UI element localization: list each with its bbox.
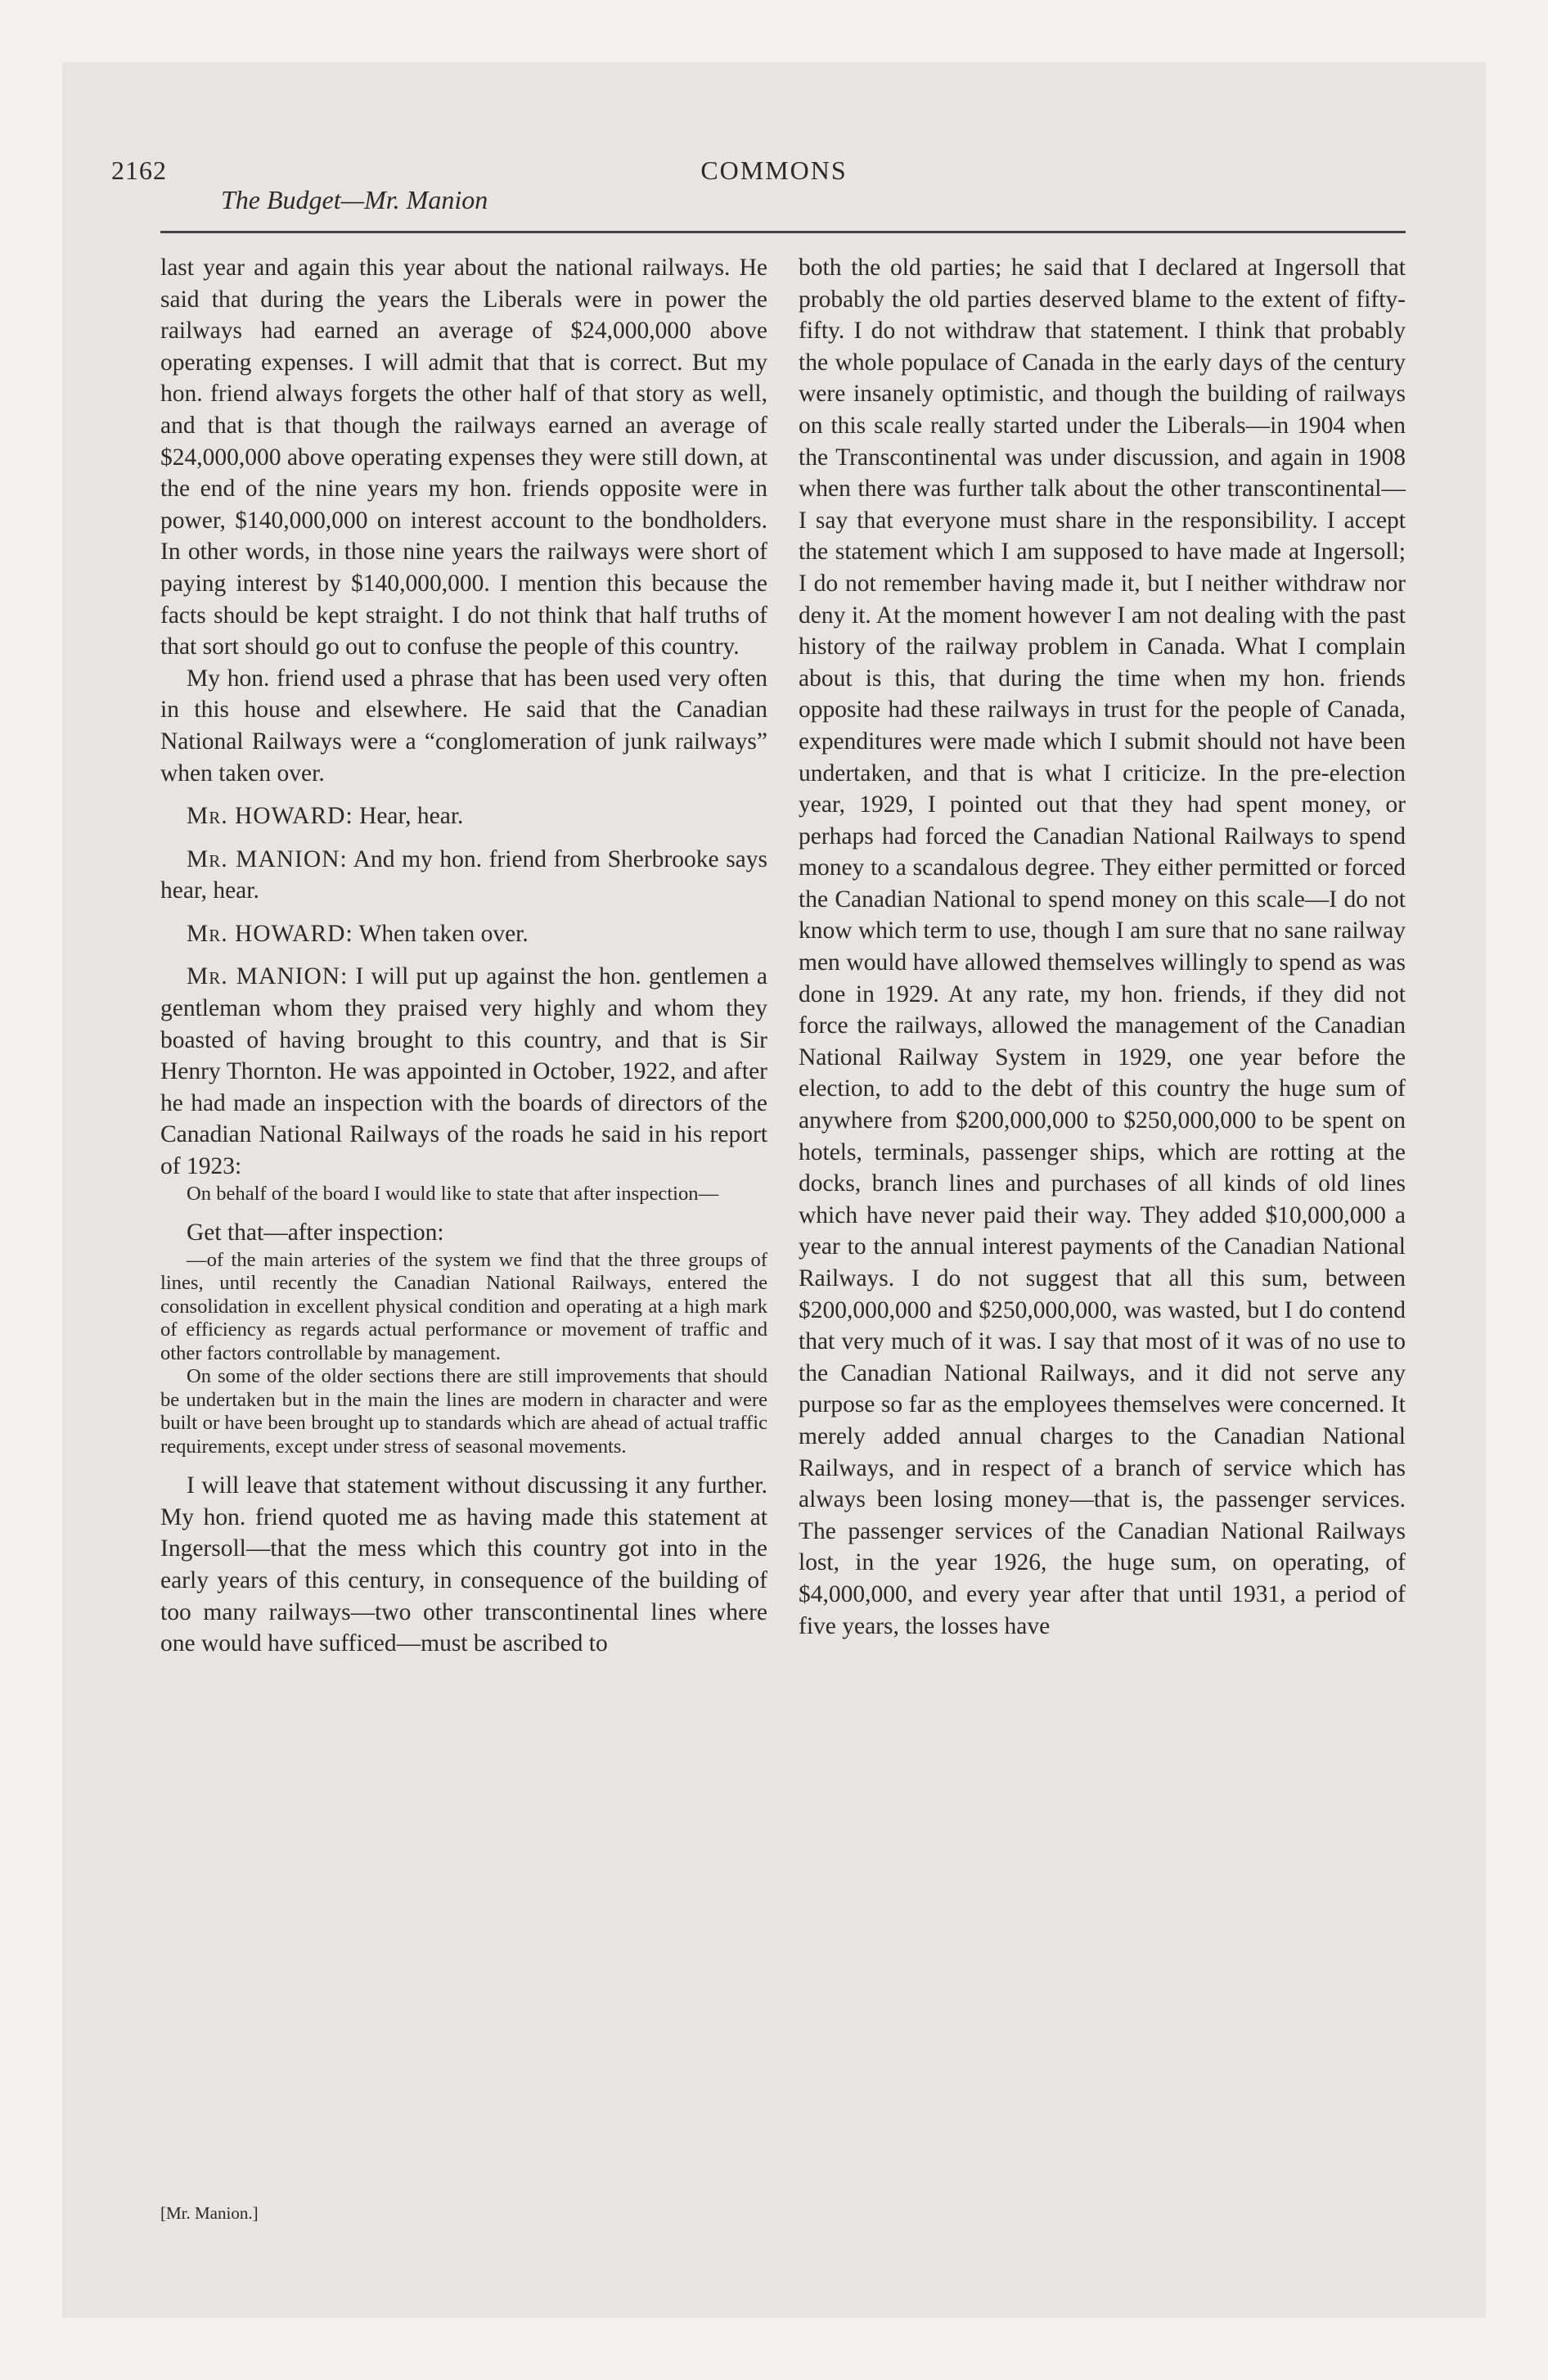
speech — [160, 961, 767, 1182]
speech-text: When taken over. — [353, 920, 529, 947]
speech-text: And my hon. friend from Sherbrooke says hear, hear. — [160, 845, 767, 904]
speech — [160, 844, 767, 907]
block-quote: On some of the older sections there are still improvements that should be undertaken but in the main the lines are modern in character and were built or have been brought up to standards which are ahead of actual traffic requirements, except under stress of seasonal movements. — [160, 1365, 767, 1458]
left-column — [160, 252, 767, 1660]
speaker-name: Mr. MANION: — [187, 963, 349, 990]
paragraph: both the old parties; he said that I declared at Ingersoll that probably the old parties deserved blame to the extent of fifty-fifty. I do not withdraw that statement. I think that probably the whole populace of Canada in the early days of the century were insanely optimistic, and though the building of railways on this scale really started under the Liberals—in 1904 when the Transcontinental was under discussion, and again in 1908 when there was further talk about the other transcontinental—I say that everyone must share in the responsibility. I accept the statement which I am supposed to have made at Ingersoll; I do not remember having made it, but I neither withdraw nor deny it. At the moment however I am not dealing with the past history of the railway problem in Canada. What I complain about is this, that during the time when my hon. friends opposite had these railways in trust for the people of Canada, expenditures were made which I submit should not have been undertaken, and that is what I criticize. In the pre-election year, 1929, I pointed out that they had spent money, or perhaps had forced the Canadian National Railways to spend money to a scandalous degree. They either permitted or forced the Canadian National to spend money on this scale—I do not know which term to use, though I am sure that no sane railway men would have allowed themselves willingly to spend as was done in 1929. At any rate, my hon. friends, if they did not force the railways, allowed the management of the Canadian National Railway System in 1929, one year before the election, to add to the debt of this country the huge sum of anywhere from $200,000,000 to $250,000,000 to be spent on hotels, terminals, passenger ships, which are rotting at the docks, branch lines and purchases of all kinds of old lines which have never paid their way. They added $10,000,000 a year to the annual interest payments of the Canadian National Railways. I do not suggest that all this sum, between $200,000,000 and $250,000,000, was wasted, but I do contend that very much of it was. I say that most of it was of no use to the Canadian National Railways, and it did not serve any purpose so far as the employees themselves were concerned. It merely added annual charges to the Canadian National Railways, and in respect of a branch of service which has always been losing money—that is, the passenger services. The passenger services of the Canadian National Railways lost, in the year 1926, the huge sum, on operating, of $4,000,000, and every year after that until 1931, a period of five years, the losses have — [799, 255, 1406, 1639]
speech-text: I will put up against the hon. gentlemen a gentleman whom they praised very highly and whom they boasted of having brought to this country, and that is Sir Henry Thornton. He was appointed in October, 1922, and after he had made an inspection with the boards of directors of the Canadian National Railways of the roads he said in his report of 1923: — [160, 963, 767, 1180]
paragraph: I will leave that statement without discussing it any further. My hon. friend quoted me as having made this statement at Ingersoll—that the mess which this country got into in the early years of this century, in consequence of the building of too many railways—two other transcontinental lines where one would have sufficed—must be ascribed to — [160, 1472, 767, 1657]
speech — [160, 800, 767, 832]
running-head: COMMONS — [700, 156, 848, 185]
speaker-marker: [Mr. Manion.] — [160, 2203, 259, 2223]
block-quote: —of the main arteries of the system we find that the three groups of lines, until recently the Canadian National Railways, entered the consolidation in excellent physical condition and operating at a high mark of efficiency as regards actual performance or movement of traffic and other factors controllable by management. — [160, 1248, 767, 1364]
speaker-name: Mr. HOWARD: — [187, 803, 353, 830]
paragraph: My hon. friend used a phrase that has been used very often in this house and elsewhere. He said that the Canadian National Railways were a “conglomeration of junk railways” when taken over. — [160, 665, 767, 787]
page-number: 2162 — [111, 156, 167, 185]
paragraph: Get that—after inspection: — [187, 1219, 444, 1246]
paragraph: last year and again this year about the national railways. He said that during the years the Liberals were in power the railways had earned an average of $24,000,000 above operating expenses. I will admit that that is correct. But my hon. friend always forgets the other half of that story as well, and that is that though the railways earned an average of $24,000,000 above operating expenses they were still down, at the end of the nine years my hon. friends opposite were in power, $140,000,000 on interest account to the bondholders. In other words, in those nine years the railways were short of paying interest by $140,000,000. I mention this because the facts should be kept straight. I do not think that half truths of that sort should go out to confuse the people of this country. — [160, 255, 767, 660]
right-column — [799, 252, 1406, 1642]
speaker-name: Mr. MANION: — [187, 845, 348, 872]
speech — [160, 918, 767, 950]
speaker-name: Mr. HOWARD: — [187, 920, 353, 947]
speech-text: Hear, hear. — [353, 803, 464, 830]
section-subhead: The Budget—Mr. Manion — [221, 185, 488, 214]
header-rule — [160, 231, 1406, 233]
block-quote: On behalf of the board I would like to state that after inspection— — [187, 1182, 719, 1205]
